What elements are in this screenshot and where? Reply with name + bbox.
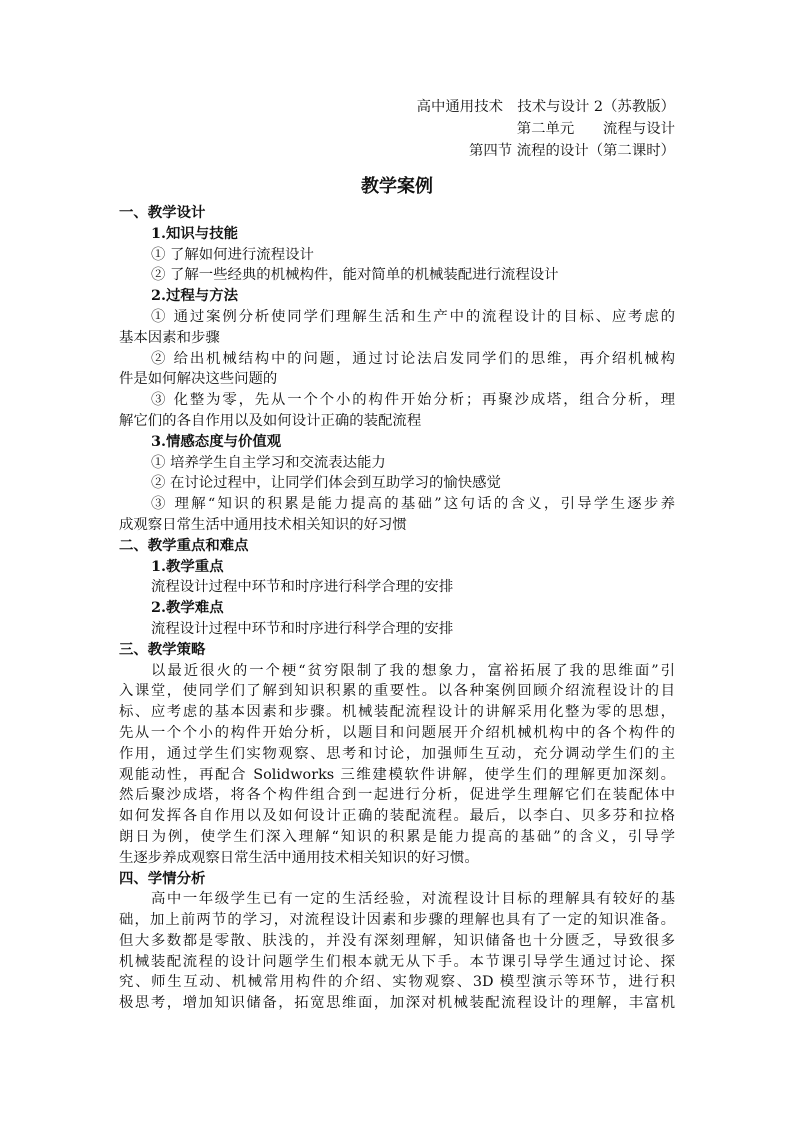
paragraph-line: 先从一个个小的构件开始分析，以题目和问题展开介绍机械机构中的各个构件的 bbox=[119, 724, 675, 741]
paragraph-line: 生逐步养成观察日常生活中通用技术相关知识的好习惯。 bbox=[119, 849, 479, 866]
document-header bbox=[119, 96, 675, 162]
paragraph-line: 如何发挥各自作用以及如何设计正确的装配流程。最后，以李白、贝多芬和拉格 bbox=[119, 808, 675, 825]
list-item: ① 了解如何进行流程设计 bbox=[151, 246, 314, 263]
list-item-continued: 基本因素和步骤 bbox=[119, 329, 220, 346]
list-item-continued: 解它们的各自作用以及如何设计正确的装配流程 bbox=[119, 412, 422, 429]
subheading-difficulty: 2.教学难点 bbox=[151, 599, 224, 617]
paragraph-line: 以最近很火的一个梗“贫穷限制了我的想象力，富裕拓展了我的思维面”引 bbox=[151, 662, 675, 679]
section-heading-strategy: 三、教学策略 bbox=[119, 640, 206, 658]
paragraph-line: 流程设计过程中环节和时序进行科学合理的安排 bbox=[151, 579, 454, 596]
list-item-continued: 成观察日常生活中通用技术相关知识的好习惯 bbox=[119, 516, 407, 533]
paragraph-line: 究、师生互动、机械常用构件的介绍、实物观察、3D 模型演示等环节，进行积 bbox=[119, 974, 675, 991]
header-unit: 第二单元 流程与设计 bbox=[516, 121, 675, 137]
paragraph-line: 高中一年级学生已有一定的生活经验，对流程设计目标的理解具有较好的基 bbox=[151, 891, 675, 908]
section-heading-key-points: 二、教学重点和难点 bbox=[119, 536, 249, 554]
list-item: ③ 理解“知识的积累是能力提高的基础”这句话的含义，引导学生逐步养 bbox=[151, 496, 675, 513]
paragraph-line: 作用，通过学生们实物观察、思考和讨论，加强师生互动，充分调动学生们的主 bbox=[119, 745, 675, 762]
section-heading-analysis: 四、学情分析 bbox=[119, 869, 206, 887]
paragraph-line: 极思考，增加知识储备，拓宽思维面，加深对机械装配流程设计的理解，丰富机 bbox=[119, 995, 675, 1012]
paragraph-line: 入课堂，使同学们了解到知识积累的重要性。以各种案例回顾介绍流程设计的目 bbox=[119, 683, 675, 700]
subheading-knowledge: 1.知识与技能 bbox=[151, 224, 238, 242]
list-item: ② 在讨论过程中，让同学们体会到互助学习的愉快感觉 bbox=[151, 475, 501, 492]
paragraph-line: 标、应考虑的基本因素和步骤。机械装配流程设计的讲解采用化整为零的思想， bbox=[119, 704, 675, 721]
subheading-attitude: 3.情感态度与价值观 bbox=[151, 432, 282, 450]
header-section: 第四节 流程的设计（第二课时） bbox=[468, 143, 675, 159]
paragraph-line: 流程设计过程中环节和时序进行科学合理的安排 bbox=[151, 620, 454, 637]
paragraph-line: 观能动性，再配合 Solidworks 三维建模软件讲解，使学生们的理解更加深刻。 bbox=[119, 766, 675, 783]
paragraph-line: 但大多数都是零散、肤浅的，并没有深刻理解，知识储备也十分匮乏，导致很多 bbox=[119, 932, 675, 949]
subheading-key-point: 1.教学重点 bbox=[151, 557, 224, 575]
paragraph-line: 然后聚沙成塔，将各个构件组合到一起进行分析，促进学生理解它们在装配体中 bbox=[119, 787, 675, 804]
paragraph-line: 础，加上前两节的学习，对流程设计因素和步骤的理解也具有了一定的知识准备。 bbox=[119, 912, 675, 929]
paragraph-line: 机械装配流程的设计问题学生们根本就无从下手。本节课引导学生通过讨论、探 bbox=[119, 953, 675, 970]
list-item: ① 通过案例分析使同学们理解生活和生产中的流程设计的目标、应考虑的 bbox=[151, 308, 675, 325]
list-item: ③ 化整为零，先从一个个小的构件开始分析；再聚沙成塔，组合分析，理 bbox=[151, 392, 675, 409]
paragraph-line: 朗日为例，使学生们深入理解“知识的积累是能力提高的基础”的含义，引导学 bbox=[119, 828, 675, 845]
list-item: ② 了解一些经典的机械构件，能对简单的机械装配进行流程设计 bbox=[151, 267, 559, 284]
section-heading-design: 一、教学设计 bbox=[119, 204, 206, 221]
list-item: ① 培养学生自主学习和交流表达能力 bbox=[151, 454, 386, 471]
list-item: ② 给出机械结构中的问题，通过讨论法启发同学们的思维，再介绍机械构 bbox=[151, 350, 675, 367]
subheading-process: 2.过程与方法 bbox=[151, 287, 238, 305]
page-title: 教学案例 bbox=[361, 176, 433, 197]
document-page bbox=[119, 96, 675, 1014]
header-course: 高中通用技术 技术与设计 2（苏教版） bbox=[416, 99, 675, 115]
list-item-continued: 件是如何解决这些问题的 bbox=[119, 371, 278, 388]
